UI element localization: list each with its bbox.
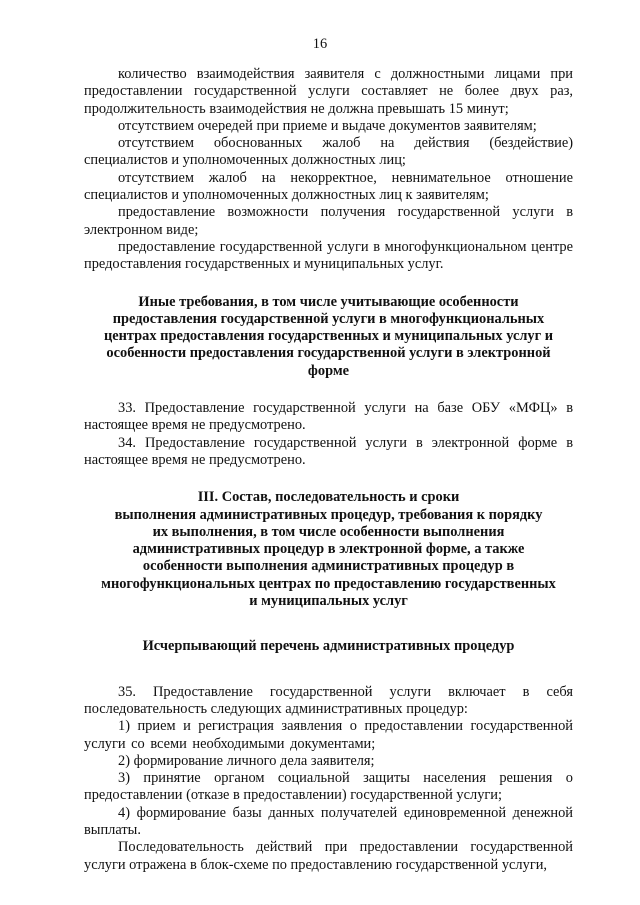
paragraph-34: 34. Предоставление государственной услуги в электронной форме в настоящее время не предусмотрено.	[84, 434, 573, 468]
page-number: 16	[312, 36, 328, 52]
heading-line: особенности выполнения административных процедур в	[142, 558, 515, 575]
paragraph: предоставление государственной услуги в многофункциональном центре предоставления государственных и муниципальных услуг.	[84, 238, 573, 273]
heading-procedures-list: Исчерпывающий перечень административных процедур	[142, 638, 515, 655]
paragraph: отсутствием обоснованных жалоб на действия (бездействие) специалистов и уполномоченных должностных лиц;	[84, 135, 573, 169]
heading-other-requirements	[84, 294, 573, 380]
heading-line: Иные требования, в том числе учитывающие особенности	[138, 293, 519, 310]
procedure-item: 4) формирование базы данных получателей единовременной денежной выплаты.	[84, 804, 573, 838]
heading-line: выполнения административных процедур, требования к порядку	[114, 506, 543, 523]
document-body	[84, 66, 573, 874]
procedure-item: 3) принятие органом социальной защиты населения решения о предоставлении (отказе в предоставлении) государственной услуги;	[84, 770, 573, 804]
heading-line: предоставления государственной услуги в многофункциональных	[112, 310, 545, 327]
heading-line: многофункциональных центрах по предоставлению государственных	[101, 575, 556, 592]
paragraph: отсутствием жалоб на некорректное, невнимательное отношение специалистов и уполномоченных должностных лиц к заявителям;	[84, 169, 573, 204]
heading-section-3	[84, 489, 573, 610]
paragraph: предоставление возможности получения государственной услуги в электронном виде;	[84, 204, 573, 238]
paragraph-33: 33. Предоставление государственной услуги на базе ОБУ «МФЦ» в настоящее время не предусмотрено.	[84, 400, 573, 434]
heading-line: административных процедур в электронной форме, а также	[132, 541, 525, 558]
paragraph-sequence: Последовательность действий при предоставлении государственной услуги отражена в блок-схеме по предоставлению государственной услуги,	[84, 839, 573, 873]
heading-line: форме	[307, 362, 350, 379]
heading-line: их выполнения, в том числе особенности выполнения	[152, 523, 505, 540]
heading-line: III. Состав, последовательность и сроки	[197, 489, 460, 506]
heading-line: центрах предоставления государственных и муниципальных услуг и	[103, 328, 554, 345]
procedure-item: 1) прием и регистрация заявления о предоставлении государственной услуги со всеми необходимыми документами;	[84, 718, 573, 752]
paragraph: количество взаимодействия заявителя с должностными лицами при предоставлении государственной услуги составляет не более двух раз, продолжительность взаимодействия не должна превышать 15 минут;	[84, 66, 573, 117]
paragraph-35: 35. Предоставление государственной услуги включает в себя последовательность следующих административных процедур:	[84, 683, 573, 717]
procedure-item: 2) формирование личного дела заявителя;	[118, 752, 375, 769]
heading-line: особенности предоставления государственной услуги в электронной	[106, 345, 551, 362]
paragraph: отсутствием очередей при приеме и выдаче документов заявителям;	[118, 117, 537, 134]
heading-line: и муниципальных услуг	[249, 593, 408, 610]
